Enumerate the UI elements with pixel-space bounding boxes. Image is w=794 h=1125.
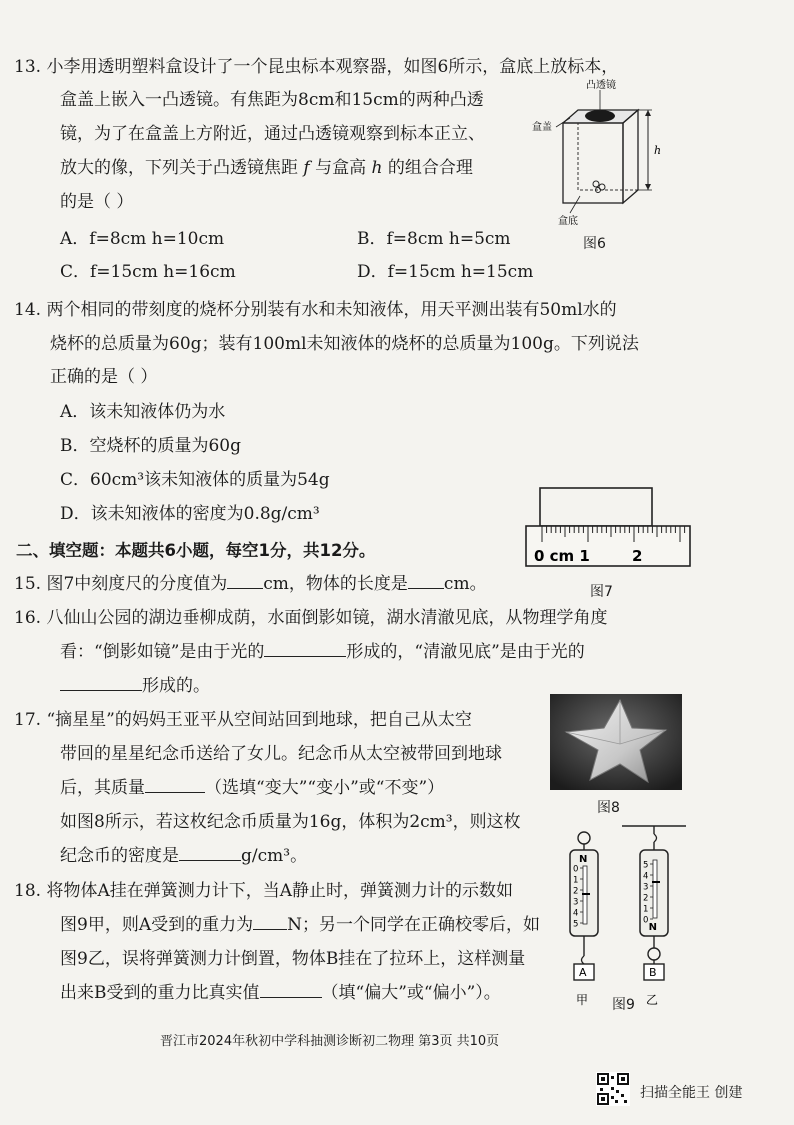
q13-option-a: A．f=8cm h=10cm [60,229,225,249]
scale-tick-label: 3 [643,882,649,893]
q16-line-1: 16. 八仙山公园的湖边垂柳成荫，水面倒影如镜，湖水清澈见底，从物理学角度 [14,608,608,628]
scale-tick-label: 5 [573,919,579,930]
hook-icon [582,956,585,964]
unit-n-label-inverted: N [648,920,657,931]
q15-text-b: cm，物体的长度是 [263,574,408,594]
q15-line [14,573,487,595]
q14-option-a: A．该未知液体仍为水 [60,402,226,422]
figure-8-star-coin-photo [550,694,682,790]
scale-tick-label: 2 [643,893,649,904]
scale-tick-label: 1 [643,904,649,915]
scale-tick-label: 3 [573,897,579,908]
q17-text-b: （选填“变大”“变小”或“不变”） [205,778,445,798]
q13-option-c: C．f=15cm h=16cm [60,262,236,282]
q16-text-a: 看：“倒影如镜”是由于光的 [60,642,265,662]
ruler-label-0-cm-1: 0 cm 1 [534,547,590,565]
q18-text-a: 图9甲，则A受到的重力为 [60,915,254,935]
figure-9-spring-scales [556,820,690,1006]
q13-line-1: 13. 小李用透明塑料盒设计了一个昆虫标本观察器，如图6所示，盒底上放标本， [14,57,619,77]
q16-text-b: 形成的，“清澈见底”是由于光的 [346,642,585,662]
q13-line-4-part-a: 放大的像，下列关于凸透镜焦距 [60,158,304,178]
q18-text-c: 出来B受到的重力比真实值 [60,983,260,1003]
figure-6-caption: 图6 [583,236,606,252]
q16-line-3 [60,675,210,697]
q18-line-2 [60,914,540,936]
qr-code-icon [596,1072,630,1106]
box-front-face [563,123,623,203]
q17-line-1: 17. “摘星星”的妈妈王亚平从空间站回到地球，把自己从太空 [14,710,472,730]
scanner-watermark-text: 扫描全能王 创建 [640,1085,743,1101]
arrow-down-icon [645,184,651,190]
label-yi: 乙 [646,993,659,1006]
q17-line-4: 如图8所示，若这枚纪念币质量为16g，体积为2cm³，则这枚 [60,812,521,832]
figure-9-caption: 图9 [612,997,635,1013]
q13-line-3: 镜，为了在盒盖上方附近，通过凸透镜观察到标本正立、 [60,124,485,144]
q14-option-b: B．空烧杯的质量为60g [60,436,242,456]
q13-line-4-part-c: 的组合合理 [382,158,473,178]
q15-text-c: cm。 [443,574,487,594]
height-label: h [654,144,662,157]
arrow-up-icon [645,110,651,116]
scale-tick-label: 2 [573,886,579,897]
spring-scale-yi [640,826,668,1006]
hook-icon [654,834,657,842]
q13-line-2: 盒盖上嵌入一凸透镜。有焦距为8cm和15cm的两种凸透 [60,90,484,110]
section-2-heading: 二、填空题：本题共6小题，每空1分，共12分。 [16,541,376,560]
scale-slot [653,860,657,918]
spring-scale-jia [570,832,598,1006]
q15-blank-1[interactable] [227,574,263,589]
q16-blank-1[interactable] [264,642,346,657]
bottom-leader-line [570,196,580,213]
lens-label: 凸透镜 [586,80,616,91]
q17-line-3 [60,777,444,799]
q18-line-3: 图9乙，误将弹簧测力计倒置，物体B挂在了拉环上，这样测量 [60,949,526,969]
figure-6-box-diagram [528,78,668,238]
object-a-label: A [579,966,587,979]
q16-blank-2[interactable] [60,676,142,691]
box-right-face [623,110,638,203]
q17-text-c: 纪念币的密度是 [60,846,179,866]
bottom-label: 盒底 [558,216,578,227]
scale-tick-label: 0 [573,864,579,875]
q17-text-a: 后，其质量 [60,778,145,798]
figure-8-caption: 图8 [597,800,620,816]
pull-ring-icon [648,948,660,960]
scale-tick-label: 0 [643,915,649,926]
q17-blank-2[interactable] [179,846,241,861]
convex-lens-shape [585,110,615,122]
q18-blank-2[interactable] [260,983,322,998]
q14-line-1: 14. 两个相同的带刻度的烧杯分别装有水和未知液体，用天平测出装有50ml水的 [14,300,617,320]
scale-tick-label: 5 [643,860,649,871]
q14-option-c: C．60cm³该未知液体的质量为54g [60,470,330,490]
q17-blank-1[interactable] [145,778,205,793]
q18-line-1: 18. 将物体A挂在弹簧测力计下，当A静止时，弹簧测力计的示数如 [14,881,513,901]
q18-text-b: N；另一个同学在正确校零后，如 [287,915,540,935]
q13-symbol-h: h [371,158,383,178]
q14-option-d: D．该未知液体的密度为0.8g/cm³ [60,504,320,524]
object-b-label: B [649,966,657,979]
q17-text-d: g/cm³。 [241,846,308,866]
q13-option-d: D．f=15cm h=15cm [357,262,534,282]
figure-7-caption: 图7 [590,584,613,600]
page-footer: 晋江市2024年秋初中学科抽测诊断初二物理 第3页 共10页 [160,1034,500,1049]
q16-text-c: 形成的。 [142,676,210,696]
q13-symbol-f: f [303,158,310,178]
ruler-label-2: 2 [632,547,643,565]
label-jia: 甲 [576,993,589,1006]
q13-line-5: 的是（ ） [60,192,134,212]
unit-n-label: N [579,854,588,865]
q17-line-2: 带回的星星纪念币送给了女儿。纪念币从太空被带回到地球 [60,744,502,764]
top-ring-icon [578,832,590,844]
q14-line-3: 正确的是（ ） [50,367,158,387]
q15-blank-2[interactable] [408,574,444,589]
measured-object [540,488,652,526]
q14-line-2: 烧杯的总质量为60g；装有100ml未知液体的烧杯的总质量为100g。下列说法 [50,334,639,354]
q18-blank-1[interactable] [253,915,287,930]
q13-line-4-part-b: 与盒高 [309,158,372,178]
q13-option-b: B．f=8cm h=5cm [357,229,511,249]
figure-7-ruler [524,486,694,570]
scale-tick-label: 4 [643,871,649,882]
insect-specimen [593,181,605,193]
q18-text-d: （填“偏大”或“偏小”）。 [321,983,501,1003]
q17-line-5 [60,845,307,867]
scale-tick-label: 4 [573,908,579,919]
q13-line-4 [60,157,473,179]
q16-line-2 [60,641,585,663]
q18-line-4 [60,982,501,1004]
q15-text-a: 15. 图7中刻度尺的分度值为 [14,574,228,594]
lid-label: 盒盖 [532,122,552,133]
scale-tick-label: 1 [573,875,579,886]
